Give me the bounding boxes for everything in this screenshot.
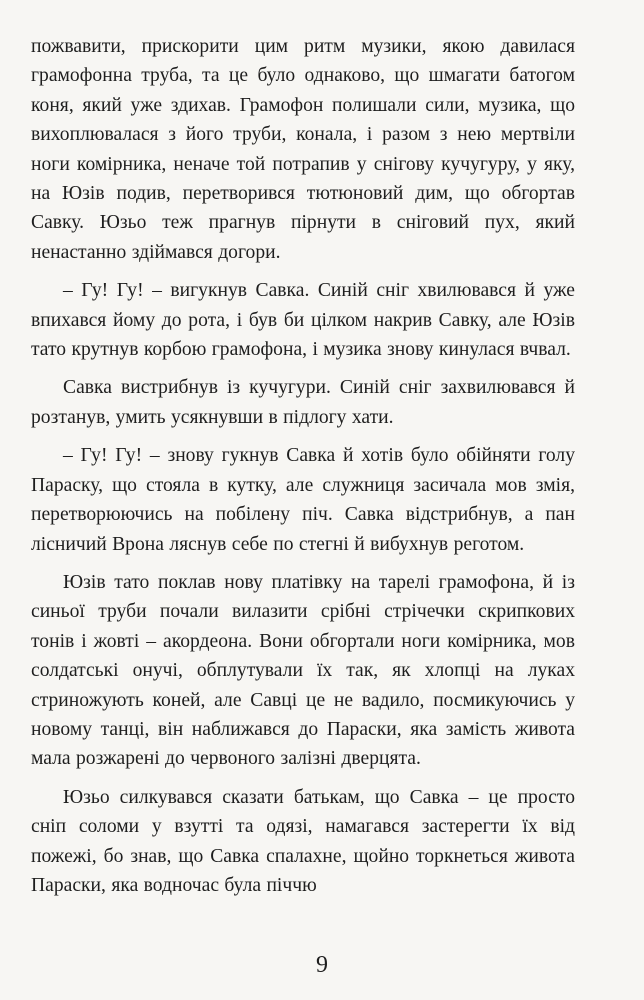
paragraph-3: Савка вистрибнув із кучугури. Синій сніг захвилювався й розтанув, умить усякнувши в підлогу хати. (31, 377, 575, 428)
paragraph-1: пожвавити, прискорити цим ритм музики, якою давилася грамофонна труба, та це було однаково, що шмагати батогом коня, який уже здихав. Грамофон полишали сили, музика, що вихоплювалася з його труби, конала, і разом з нею мертвіли ноги комірника, неначе той потрапив у снігову кучугуру, у яку, на Юзів подив, перетворився тютюновий дим, що обгортав Савку. Юзьо теж прагнув пірнути в сніговий пух, який ненастанно здіймався догори. (31, 36, 575, 263)
paragraph-2: – Гу! Гу! – вигукнув Савка. Синій сніг хвилювався й уже впихався йому до рота, і був би цілком накрив Савку, але Юзів тато крутнув корбою грамофона, і музика знову кинулася вчвал. (31, 280, 575, 361)
page-body (31, 32, 575, 900)
page-number: 9 (316, 952, 328, 978)
paragraph-6: Юзьо силкувався сказати батькам, що Савка – це просто сніп соломи у взутті та одязі, намагався застерегти їх від пожежі, бо знав, що Савка спалахне, щойно торкнеться живота Параски, яка водночас була піччю (31, 786, 575, 896)
paragraph-5: Юзів тато поклав нову платівку на тарелі грамофона, й із синьої труби почали вилазити срібні стрічечки скрипкових тонів і жовті – акордеона. Вони обгортали ноги комірника, мов солдатські онучі, обплутували їх так, як хлопці на луках стриножують коней, але Савці це не вадило, посмикуючись у новому танці, він наближався до Параски, яка замість живота мала розжарені до червоного залізні дверцята. (31, 571, 575, 770)
paragraph-4: – Гу! Гу! – знову гукнув Савка й хотів було обійняти голу Параску, що стояла в кутку, але служниця засичала мов змія, перетворюючись на побілену піч. Савка відстрибнув, а пан лісничий Врона ляснув себе по стегні й вибухнув реготом. (31, 445, 575, 555)
